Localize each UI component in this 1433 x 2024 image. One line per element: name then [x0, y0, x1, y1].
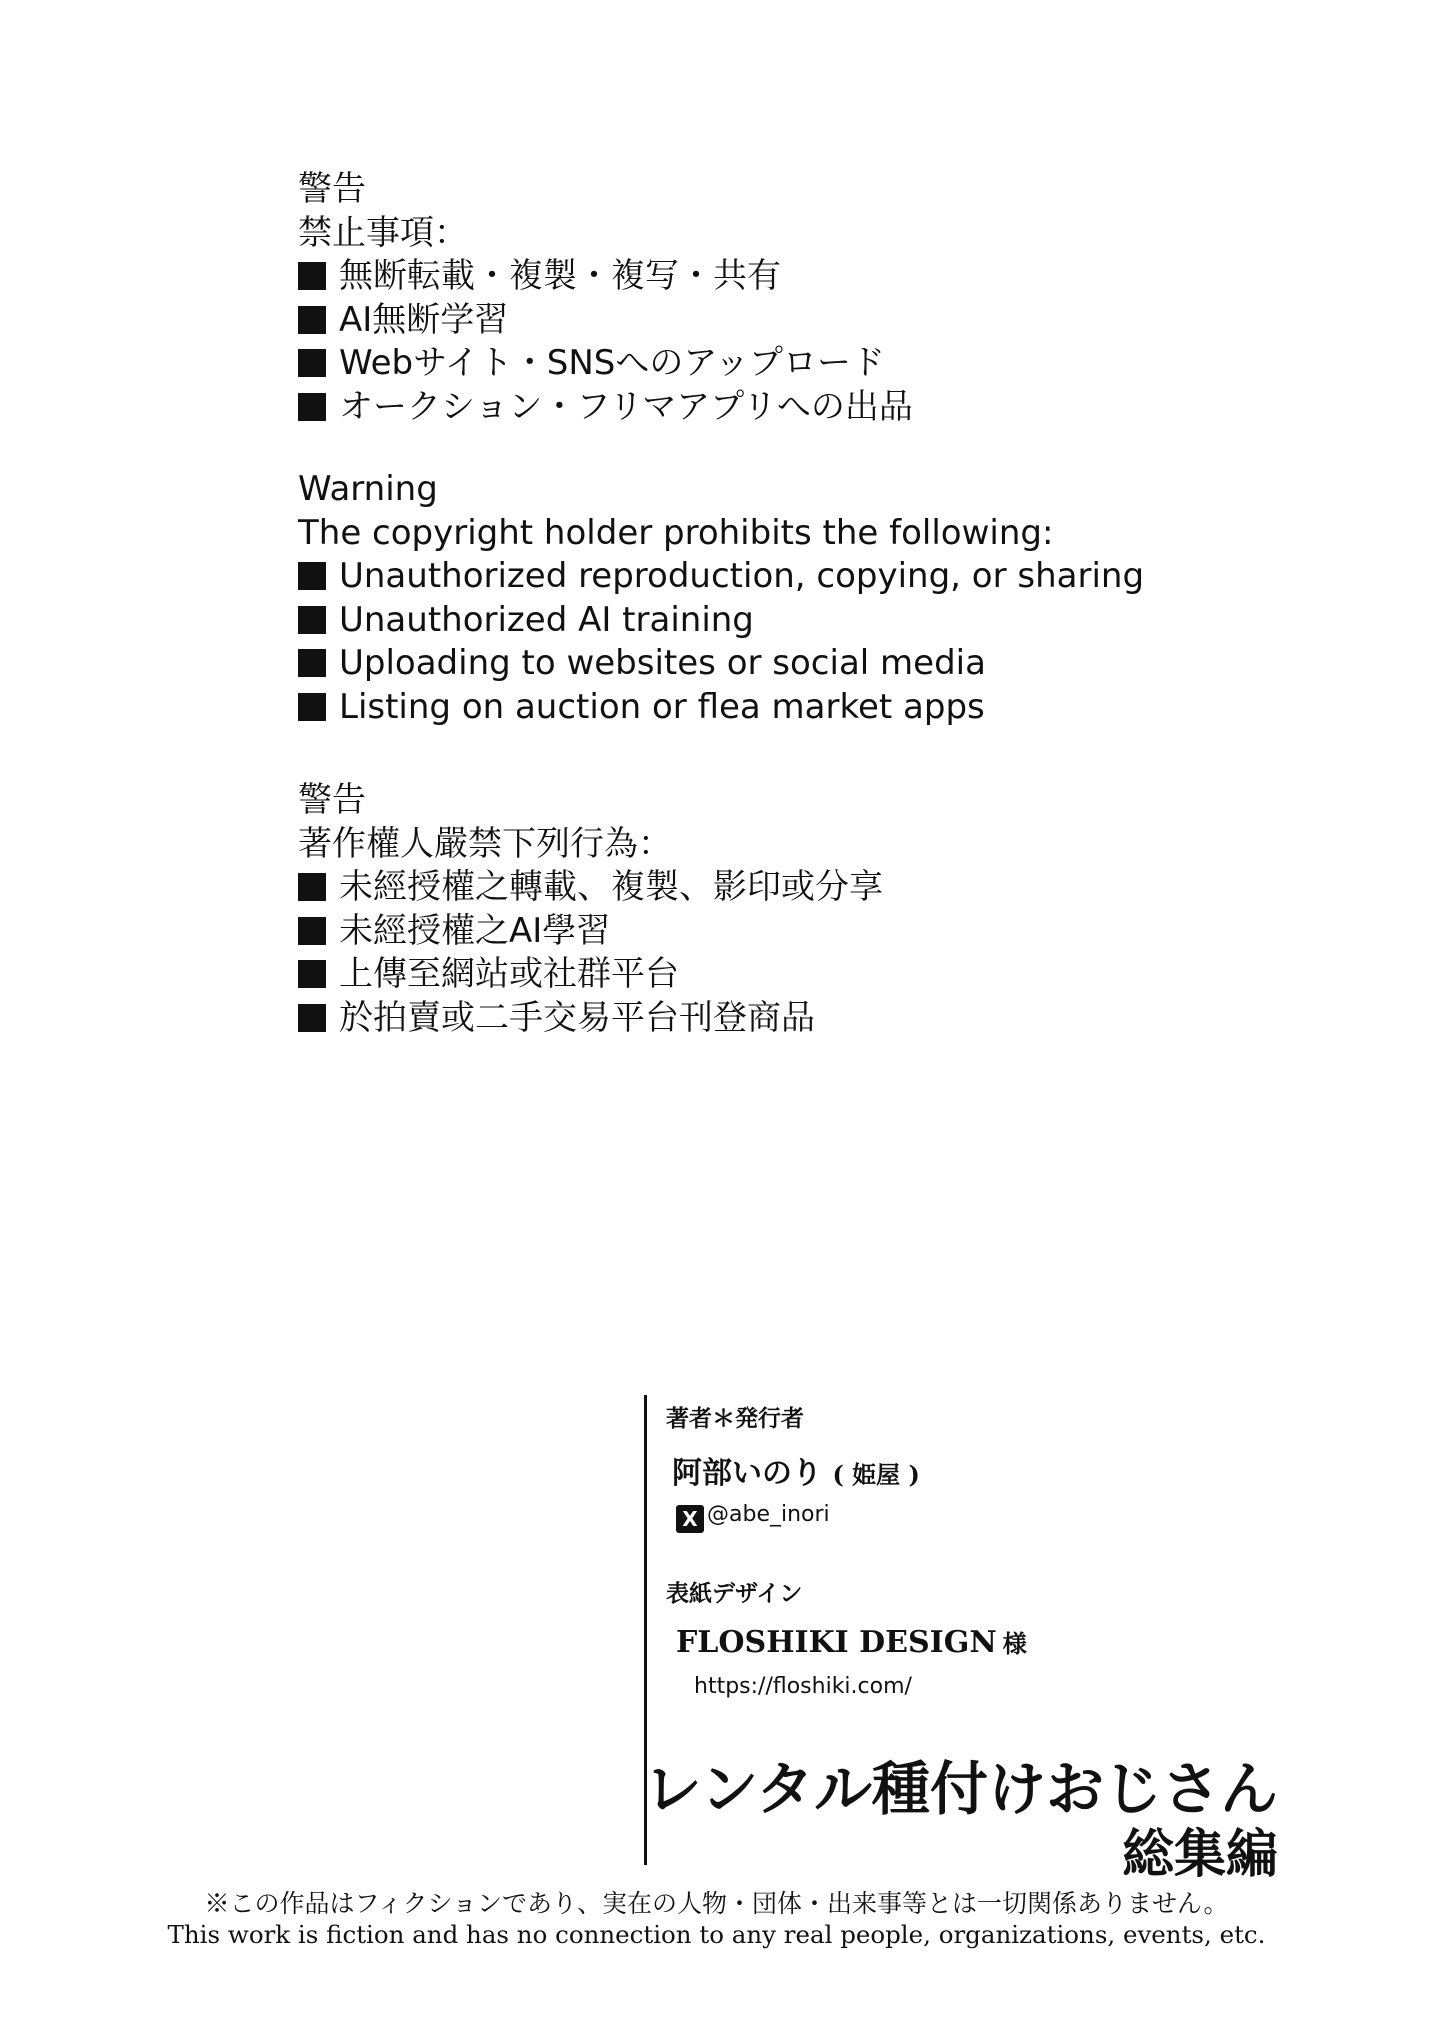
warning-item	[298, 255, 1298, 299]
book-subtitle: 総集編	[1121, 1824, 1278, 1885]
warning-subheading: 禁止事項：	[298, 212, 468, 253]
warning-heading: 警告	[298, 780, 366, 820]
warning-heading: 警告	[298, 169, 366, 209]
warning-item-text: Unauthorized reproduction, copying, or sharing	[339, 556, 1145, 596]
warning-item	[298, 686, 1298, 730]
warning-item	[298, 910, 1298, 954]
warning-item-text: Unauthorized AI training	[339, 599, 754, 640]
warning-item	[298, 866, 1298, 910]
warning-item	[298, 299, 1298, 343]
x-account[interactable]	[676, 1502, 830, 1533]
bullet-square-icon	[298, 606, 326, 634]
warning-item	[298, 342, 1298, 386]
disclaimer-japanese: ※この作品はフィクションであり、実在の人物・団体・出来事等とは一切関係ありません。	[204, 1889, 1229, 1918]
warning-item	[298, 642, 1298, 686]
author-name	[672, 1448, 920, 1492]
bullet-square-icon	[298, 960, 326, 988]
designer-name: FLOSHIKI DESIGN	[676, 1625, 997, 1660]
warning-item	[298, 599, 1298, 643]
book-title: レンタル種付けおじさん	[643, 1755, 1278, 1823]
warning-item-text: オークション・フリマアプリへの出品	[339, 386, 913, 427]
x-logo-icon: X	[676, 1505, 704, 1533]
warning-subheading: The copyright holder prohibits the following:	[298, 512, 1054, 553]
warning-item	[298, 953, 1298, 997]
designer-honorific: 様	[1002, 1629, 1027, 1658]
bullet-square-icon	[298, 693, 326, 721]
warning-heading: Warning	[298, 469, 438, 509]
warning-item-text: Webサイト・SNSへのアップロード	[339, 343, 885, 383]
disclaimer-english: This work is fiction and has no connection to any real people, organizations, events, etc.	[167, 1920, 1266, 1949]
warning-item-text: Listing on auction or flea market apps	[339, 686, 985, 727]
bullet-square-icon	[298, 349, 326, 377]
design-label: 表紙デザイン	[666, 1580, 803, 1607]
warning-item-text: 上傳至網站或社群平台	[339, 954, 679, 994]
bullet-square-icon	[298, 1004, 326, 1032]
warning-item-text: AI無断学習	[339, 299, 509, 340]
author-label: 著者＊発行者	[666, 1405, 804, 1432]
warning-item	[298, 555, 1298, 599]
warning-block-japanese	[298, 168, 1298, 429]
x-handle: @abe_inori	[707, 1502, 830, 1527]
bullet-square-icon	[298, 262, 326, 290]
warning-item-text: 無断転載・複製・複写・共有	[339, 256, 781, 296]
warning-item-text: 未經授權之AI學習	[339, 910, 611, 951]
warning-item-text: 未經授權之轉載、複製、影印或分享	[339, 867, 883, 907]
bullet-square-icon	[298, 649, 326, 677]
designer-url[interactable]: https://floshiki.com/	[694, 1674, 912, 1699]
author-name-text: 阿部いのり	[672, 1456, 822, 1491]
warning-subheading: 著作權人嚴禁下列行為：	[298, 823, 672, 864]
warning-item-text: 於拍賣或二手交易平台刊登商品	[339, 997, 815, 1038]
designer-credit	[676, 1624, 1027, 1660]
warning-block-chinese	[298, 779, 1298, 1040]
bullet-square-icon	[298, 306, 326, 334]
author-circle: ( 姫屋 )	[832, 1460, 920, 1489]
bullet-square-icon	[298, 562, 326, 590]
warning-item-text: Uploading to websites or social media	[339, 643, 986, 683]
warning-item	[298, 386, 1298, 430]
warning-item	[298, 997, 1298, 1041]
bullet-square-icon	[298, 917, 326, 945]
bullet-square-icon	[298, 873, 326, 901]
warning-block-english	[298, 468, 1298, 729]
bullet-square-icon	[298, 393, 326, 421]
